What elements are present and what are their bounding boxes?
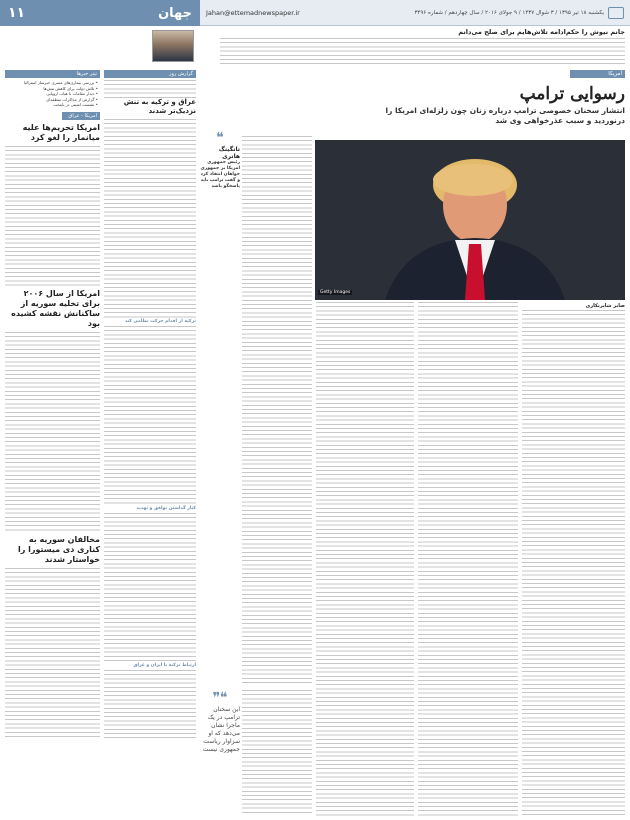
story-body-column [522, 310, 625, 817]
main-subheadline: انتشار سخنان خصوصی ترامپ درباره زنان چون زلزله‌ای امریکا را درنوردید و سبب عذرخواهی وی شد [385, 106, 625, 125]
portrait-illustration [315, 140, 625, 300]
news-bullet[interactable]: • بررسی بیماری‌های مسری خبرساز استرالیا [23, 80, 98, 85]
masthead-strip [200, 0, 630, 26]
photo-credit: Getty Images [320, 290, 351, 295]
news-bullet[interactable]: • دیدار مقامات با هیات اروپایی [46, 91, 98, 97]
story-body [5, 146, 100, 286]
quote-bottom [200, 690, 240, 754]
story-title: مخالفان سوریه به کناری دی میستورا را خواستار شدند [18, 534, 100, 564]
news-bullet[interactable]: • گزارش از مذاکرات منطقه‌ای [46, 96, 98, 102]
story-body [5, 332, 100, 532]
quote-marks-icon: ❝❞ [212, 690, 228, 706]
report-kicker: عراق و ترکیه به تنش نزدیک‌تر شدند [123, 98, 196, 115]
section-title: جهان [158, 5, 192, 21]
news-bullet[interactable]: • تلاش دولت برای کاهش تنش‌ها [43, 85, 98, 91]
interview-text [220, 38, 625, 66]
section-email[interactable]: Jahan@ettemadnewspaper.ir [206, 8, 300, 17]
author-byline: صابر شاپرنکاری [585, 303, 625, 309]
page-header [0, 0, 630, 26]
report-body [104, 119, 196, 319]
story-body-column [242, 690, 312, 815]
story-body-column [242, 136, 312, 686]
story-title: امریکا تحریم‌ها علیه میانمار را لغو کرد [22, 122, 100, 142]
quote-text: رئیس جمهوری امریکا بر جمهوری خواهان انتقاد کرد و گفت ترامپ باید پاسخگو باشد [200, 160, 240, 189]
report-subheading: کنار گذاشتن توافق و تهدید [136, 506, 196, 511]
issue-date: یکشنبه ۱۸ تیر ۱۳۹۵ / ۳ شوال ۱۴۳۷ / ۹ جولای ۲۰۱۶ / سال چهاردهم / شماره ۳۴۹۶ [414, 9, 604, 16]
story-body-column [418, 302, 518, 817]
left-column [5, 70, 100, 738]
story-body [5, 568, 100, 738]
quote-sidebar [200, 130, 240, 190]
interview-portrait [152, 30, 194, 62]
section-strip [0, 0, 200, 26]
story-category: آمریکا [570, 70, 625, 78]
story-body-column [316, 302, 414, 817]
news-bullets [5, 78, 100, 110]
report-box-title: گزارش روز [104, 70, 196, 78]
report-body [104, 670, 196, 740]
interview-title: جانم نیوش را حکم‌ادامه تلاش‌هایم برای صلح می‌دانم [458, 28, 625, 36]
quote-marks-icon: ❝ [216, 130, 224, 146]
story-label: امریکا - عراق [62, 112, 100, 120]
interview-strip [200, 28, 625, 68]
news-bullet[interactable]: • نشست امنیتی در پایتخت [53, 102, 98, 108]
report-subheading: ترکیه از اقدام حرکت نظامی کند [124, 319, 196, 324]
news-box-title: تیتر خبر‌ها [5, 70, 100, 78]
report-column [104, 70, 196, 740]
quote-text: این سخنان ترامپ در یک ماجرا نشان می‌دهد که او سزاوار ریاست جمهوری نیست [202, 706, 240, 753]
quote-author: تانگینگ هانری [218, 146, 240, 160]
report-body [104, 513, 196, 663]
report-body [104, 326, 196, 506]
trump-photo [315, 140, 625, 300]
report-intro [104, 80, 196, 98]
page-number: ۱۱ [8, 5, 26, 21]
report-subheading: ارتباط ترکیه با ایران و عراق [133, 663, 196, 668]
story-title: امریکا از سال ۲۰۰۶ برای تخلیه سوریه از ساکنانش نقشه کشیده بود [11, 288, 100, 328]
newspaper-logo-icon [608, 7, 624, 19]
main-headline: رسوایی ترامپ [519, 84, 625, 104]
